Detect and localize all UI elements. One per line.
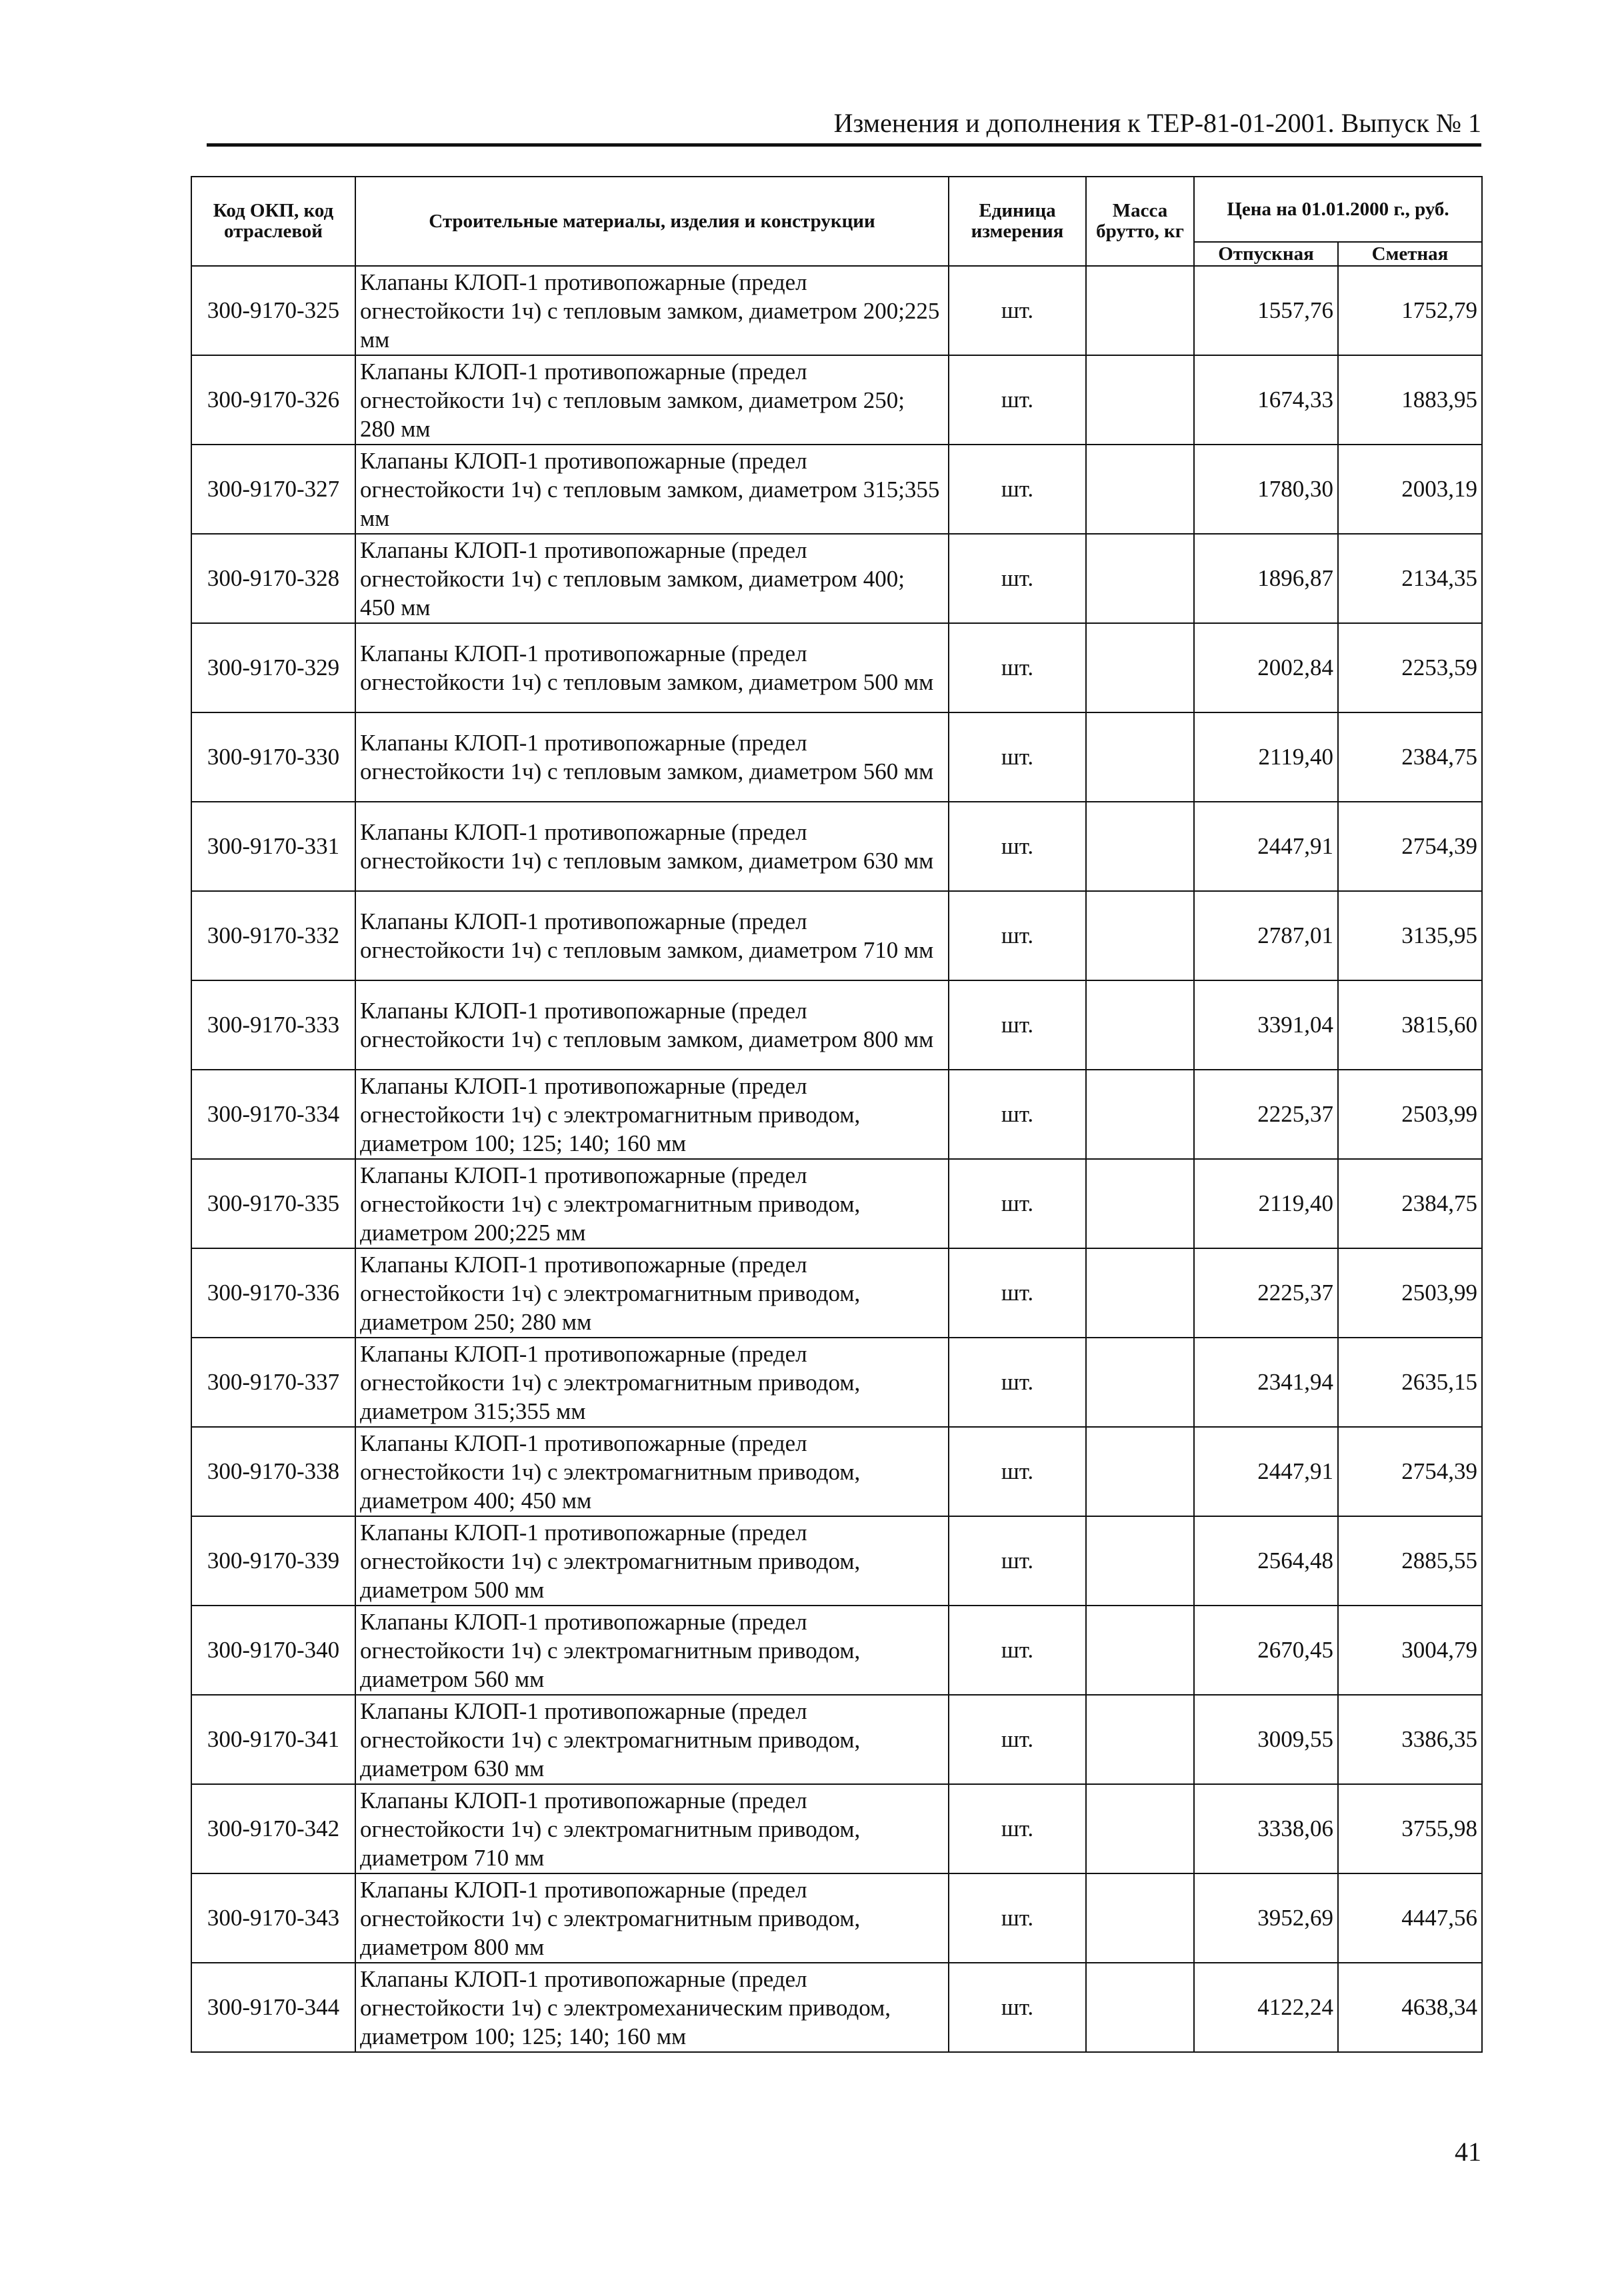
cell-code: 300-9170-343 <box>191 1873 355 1963</box>
cell-code: 300-9170-341 <box>191 1695 355 1784</box>
cell-unit: шт. <box>949 623 1086 712</box>
cell-code: 300-9170-331 <box>191 802 355 891</box>
cell-estimate-price: 2384,75 <box>1338 1159 1482 1248</box>
cell-name: Клапаны КЛОП-1 противопожарные (предел огнестойкости 1ч) с тепловым замком, диаметром 200;225 мм <box>355 266 949 355</box>
cell-release-price: 2225,37 <box>1194 1070 1338 1159</box>
cell-mass <box>1086 534 1194 623</box>
table-row <box>191 623 1482 712</box>
cell-estimate-price: 3004,79 <box>1338 1606 1482 1695</box>
cell-mass <box>1086 1338 1194 1427</box>
cell-name: Клапаны КЛОП-1 противопожарные (предел огнестойкости 1ч) с электромагнитным приводом, диаметром 400; 450 мм <box>355 1427 949 1516</box>
cell-name: Клапаны КЛОП-1 противопожарные (предел огнестойкости 1ч) с электромагнитным приводом, диаметром 200;225 мм <box>355 1159 949 1248</box>
cell-code: 300-9170-330 <box>191 712 355 802</box>
cell-unit: шт. <box>949 1516 1086 1606</box>
cell-code: 300-9170-337 <box>191 1338 355 1427</box>
cell-mass <box>1086 980 1194 1070</box>
cell-unit: шт. <box>949 1338 1086 1427</box>
cell-release-price: 2119,40 <box>1194 712 1338 802</box>
cell-mass <box>1086 355 1194 445</box>
cell-estimate-price: 2253,59 <box>1338 623 1482 712</box>
column-header-name: Строительные материалы, изделия и конструкции <box>355 177 949 266</box>
cell-estimate-price: 2503,99 <box>1338 1248 1482 1338</box>
cell-mass <box>1086 266 1194 355</box>
cell-name: Клапаны КЛОП-1 противопожарные (предел огнестойкости 1ч) с тепловым замком, диаметром 800 мм <box>355 980 949 1070</box>
cell-estimate-price: 4638,34 <box>1338 1963 1482 2052</box>
cell-release-price: 3391,04 <box>1194 980 1338 1070</box>
table-row <box>191 891 1482 980</box>
cell-unit: шт. <box>949 355 1086 445</box>
cell-release-price: 1896,87 <box>1194 534 1338 623</box>
cell-release-price: 1674,33 <box>1194 355 1338 445</box>
cell-code: 300-9170-325 <box>191 266 355 355</box>
cell-estimate-price: 1752,79 <box>1338 266 1482 355</box>
cell-name: Клапаны КЛОП-1 противопожарные (предел огнестойкости 1ч) с тепловым замком, диаметром 400; 450 мм <box>355 534 949 623</box>
column-header-code: Код ОКП, код отраслевой <box>191 177 355 266</box>
cell-release-price: 1780,30 <box>1194 445 1338 534</box>
table-row <box>191 1606 1482 1695</box>
cell-mass <box>1086 1159 1194 1248</box>
cell-estimate-price: 1883,95 <box>1338 355 1482 445</box>
cell-name: Клапаны КЛОП-1 противопожарные (предел огнестойкости 1ч) с тепловым замком, диаметром 250; 280 мм <box>355 355 949 445</box>
cell-unit: шт. <box>949 1159 1086 1248</box>
cell-mass <box>1086 1695 1194 1784</box>
cell-release-price: 2119,40 <box>1194 1159 1338 1248</box>
cell-release-price: 2670,45 <box>1194 1606 1338 1695</box>
cell-unit: шт. <box>949 1695 1086 1784</box>
cell-release-price: 3952,69 <box>1194 1873 1338 1963</box>
cell-code: 300-9170-333 <box>191 980 355 1070</box>
table-row <box>191 445 1482 534</box>
cell-release-price: 2002,84 <box>1194 623 1338 712</box>
cell-estimate-price: 2384,75 <box>1338 712 1482 802</box>
cell-release-price: 2787,01 <box>1194 891 1338 980</box>
column-header-mass: Масса брутто, кг <box>1086 177 1194 266</box>
cell-name: Клапаны КЛОП-1 противопожарные (предел огнестойкости 1ч) с электромеханическим приводом, диаметром 100; 125; 140; 160 мм <box>355 1963 949 2052</box>
page-header: Изменения и дополнения к ТЕР-81-01-2001. Выпуск № 1 <box>833 108 1481 138</box>
cell-code: 300-9170-332 <box>191 891 355 980</box>
cell-name: Клапаны КЛОП-1 противопожарные (предел огнестойкости 1ч) с электромагнитным приводом, диаметром 100; 125; 140; 160 мм <box>355 1070 949 1159</box>
header-rule <box>207 143 1481 147</box>
cell-name: Клапаны КЛОП-1 противопожарные (предел огнестойкости 1ч) с электромагнитным приводом, диаметром 250; 280 мм <box>355 1248 949 1338</box>
cell-unit: шт. <box>949 1070 1086 1159</box>
cell-unit: шт. <box>949 1963 1086 2052</box>
cell-name: Клапаны КЛОП-1 противопожарные (предел огнестойкости 1ч) с тепловым замком, диаметром 500 мм <box>355 623 949 712</box>
column-header-release: Отпускная <box>1194 242 1338 266</box>
cell-estimate-price: 2885,55 <box>1338 1516 1482 1606</box>
price-table <box>191 176 1483 2053</box>
cell-estimate-price: 3755,98 <box>1338 1784 1482 1873</box>
cell-unit: шт. <box>949 534 1086 623</box>
table-row <box>191 1248 1482 1338</box>
table-row <box>191 1963 1482 2052</box>
cell-code: 300-9170-336 <box>191 1248 355 1338</box>
cell-estimate-price: 3815,60 <box>1338 980 1482 1070</box>
table-row <box>191 802 1482 891</box>
cell-name: Клапаны КЛОП-1 противопожарные (предел огнестойкости 1ч) с тепловым замком, диаметром 560 мм <box>355 712 949 802</box>
cell-mass <box>1086 445 1194 534</box>
cell-release-price: 3338,06 <box>1194 1784 1338 1873</box>
cell-name: Клапаны КЛОП-1 противопожарные (предел огнестойкости 1ч) с электромагнитным приводом, диаметром 630 мм <box>355 1695 949 1784</box>
cell-mass <box>1086 712 1194 802</box>
cell-mass <box>1086 1873 1194 1963</box>
table-row <box>191 1873 1482 1963</box>
cell-name: Клапаны КЛОП-1 противопожарные (предел огнестойкости 1ч) с тепловым замком, диаметром 710 мм <box>355 891 949 980</box>
page-number: 41 <box>1455 2137 1481 2167</box>
table-body <box>191 266 1482 2052</box>
cell-code: 300-9170-340 <box>191 1606 355 1695</box>
cell-mass <box>1086 1516 1194 1606</box>
cell-code: 300-9170-344 <box>191 1963 355 2052</box>
table-row <box>191 1695 1482 1784</box>
cell-estimate-price: 3386,35 <box>1338 1695 1482 1784</box>
cell-estimate-price: 2754,39 <box>1338 802 1482 891</box>
cell-release-price: 1557,76 <box>1194 266 1338 355</box>
cell-release-price: 2225,37 <box>1194 1248 1338 1338</box>
cell-release-price: 3009,55 <box>1194 1695 1338 1784</box>
cell-estimate-price: 3135,95 <box>1338 891 1482 980</box>
cell-unit: шт. <box>949 266 1086 355</box>
cell-unit: шт. <box>949 1248 1086 1338</box>
cell-release-price: 2564,48 <box>1194 1516 1338 1606</box>
cell-estimate-price: 4447,56 <box>1338 1873 1482 1963</box>
cell-estimate-price: 2003,19 <box>1338 445 1482 534</box>
cell-mass <box>1086 802 1194 891</box>
cell-code: 300-9170-329 <box>191 623 355 712</box>
cell-unit: шт. <box>949 445 1086 534</box>
cell-release-price: 2447,91 <box>1194 1427 1338 1516</box>
cell-code: 300-9170-339 <box>191 1516 355 1606</box>
cell-name: Клапаны КЛОП-1 противопожарные (предел огнестойкости 1ч) с тепловым замком, диаметром 630 мм <box>355 802 949 891</box>
cell-unit: шт. <box>949 980 1086 1070</box>
cell-release-price: 2447,91 <box>1194 802 1338 891</box>
cell-mass <box>1086 1427 1194 1516</box>
cell-name: Клапаны КЛОП-1 противопожарные (предел огнестойкости 1ч) с электромагнитным приводом, диаметром 560 мм <box>355 1606 949 1695</box>
cell-mass <box>1086 1784 1194 1873</box>
cell-estimate-price: 2754,39 <box>1338 1427 1482 1516</box>
cell-code: 300-9170-328 <box>191 534 355 623</box>
cell-name: Клапаны КЛОП-1 противопожарные (предел огнестойкости 1ч) с электромагнитным приводом, диаметром 800 мм <box>355 1873 949 1963</box>
cell-unit: шт. <box>949 712 1086 802</box>
cell-mass <box>1086 891 1194 980</box>
cell-release-price: 2341,94 <box>1194 1338 1338 1427</box>
cell-code: 300-9170-338 <box>191 1427 355 1516</box>
cell-unit: шт. <box>949 802 1086 891</box>
cell-mass <box>1086 623 1194 712</box>
cell-unit: шт. <box>949 1606 1086 1695</box>
cell-estimate-price: 2134,35 <box>1338 534 1482 623</box>
table-row <box>191 1516 1482 1606</box>
table-row <box>191 534 1482 623</box>
table-row <box>191 355 1482 445</box>
column-header-price: Цена на 01.01.2000 г., руб. <box>1194 177 1482 242</box>
cell-code: 300-9170-342 <box>191 1784 355 1873</box>
table-row <box>191 266 1482 355</box>
cell-mass <box>1086 1070 1194 1159</box>
table-row <box>191 1338 1482 1427</box>
cell-unit: шт. <box>949 891 1086 980</box>
column-header-unit: Единица измерения <box>949 177 1086 266</box>
table-row <box>191 980 1482 1070</box>
cell-release-price: 4122,24 <box>1194 1963 1338 2052</box>
cell-name: Клапаны КЛОП-1 противопожарные (предел огнестойкости 1ч) с электромагнитным приводом, диаметром 315;355 мм <box>355 1338 949 1427</box>
cell-estimate-price: 2635,15 <box>1338 1338 1482 1427</box>
cell-name: Клапаны КЛОП-1 противопожарные (предел огнестойкости 1ч) с электромагнитным приводом, диаметром 710 мм <box>355 1784 949 1873</box>
table-row <box>191 1427 1482 1516</box>
cell-name: Клапаны КЛОП-1 противопожарные (предел огнестойкости 1ч) с электромагнитным приводом, диаметром 500 мм <box>355 1516 949 1606</box>
cell-code: 300-9170-326 <box>191 355 355 445</box>
cell-name: Клапаны КЛОП-1 противопожарные (предел огнестойкости 1ч) с тепловым замком, диаметром 315;355 мм <box>355 445 949 534</box>
table-row <box>191 712 1482 802</box>
column-header-estimate: Сметная <box>1338 242 1482 266</box>
cell-mass <box>1086 1248 1194 1338</box>
cell-estimate-price: 2503,99 <box>1338 1070 1482 1159</box>
cell-mass <box>1086 1963 1194 2052</box>
cell-code: 300-9170-335 <box>191 1159 355 1248</box>
cell-code: 300-9170-334 <box>191 1070 355 1159</box>
table-row <box>191 1784 1482 1873</box>
cell-unit: шт. <box>949 1427 1086 1516</box>
cell-code: 300-9170-327 <box>191 445 355 534</box>
cell-unit: шт. <box>949 1873 1086 1963</box>
table-row <box>191 1159 1482 1248</box>
cell-unit: шт. <box>949 1784 1086 1873</box>
cell-mass <box>1086 1606 1194 1695</box>
table-row <box>191 1070 1482 1159</box>
